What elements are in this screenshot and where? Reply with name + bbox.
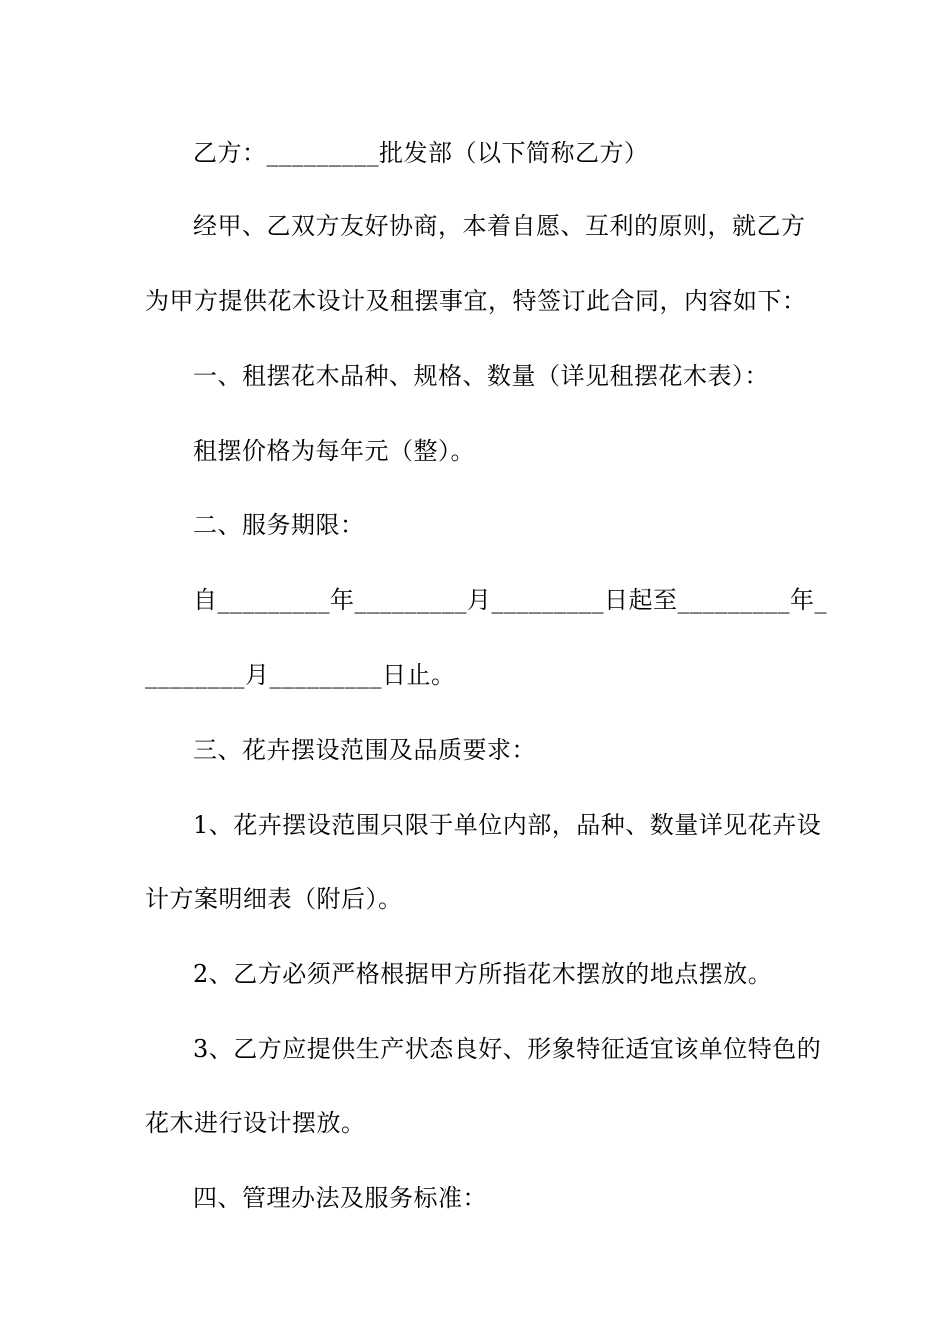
item-1-line-2: 计方案明细表（附后）。: [145, 885, 403, 913]
intro-paragraph-line-1: 经甲、乙双方友好协商，本着自愿、互利的原则，就乙方: [193, 212, 806, 240]
section-3-heading: 三、花卉摆设范围及品质要求：: [193, 736, 536, 764]
item-3-line-1: 3、乙方应提供生产状态良好、形象特征适宜该单位特色的: [193, 1035, 822, 1063]
section-4-heading: 四、管理办法及服务标准：: [193, 1184, 487, 1212]
section-1-heading: 一、租摆花木品种、规格、数量（详见租摆花木表）：: [193, 362, 769, 390]
intro-paragraph-line-2: 为甲方提供花木设计及租摆事宜，特签订此合同，内容如下：: [145, 287, 807, 315]
rental-price-line: 租摆价格为每年元（整）。: [193, 437, 475, 465]
service-period-line-1: 自_________年_________月_________日起至_________年_: [193, 586, 827, 614]
service-period-line-2: ________月_________日止。: [145, 661, 456, 689]
item-1-line-1: 1、花卉摆设范围只限于单位内部，品种、数量详见花卉设: [193, 811, 822, 839]
section-2-heading: 二、服务期限：: [193, 511, 365, 539]
item-2-line: 2、乙方必须严格根据甲方所指花木摆放的地点摆放。: [193, 960, 773, 988]
party-b-line: 乙方：_________批发部（以下简称乙方）: [193, 139, 649, 167]
item-3-line-2: 花木进行设计摆放。: [145, 1109, 366, 1137]
